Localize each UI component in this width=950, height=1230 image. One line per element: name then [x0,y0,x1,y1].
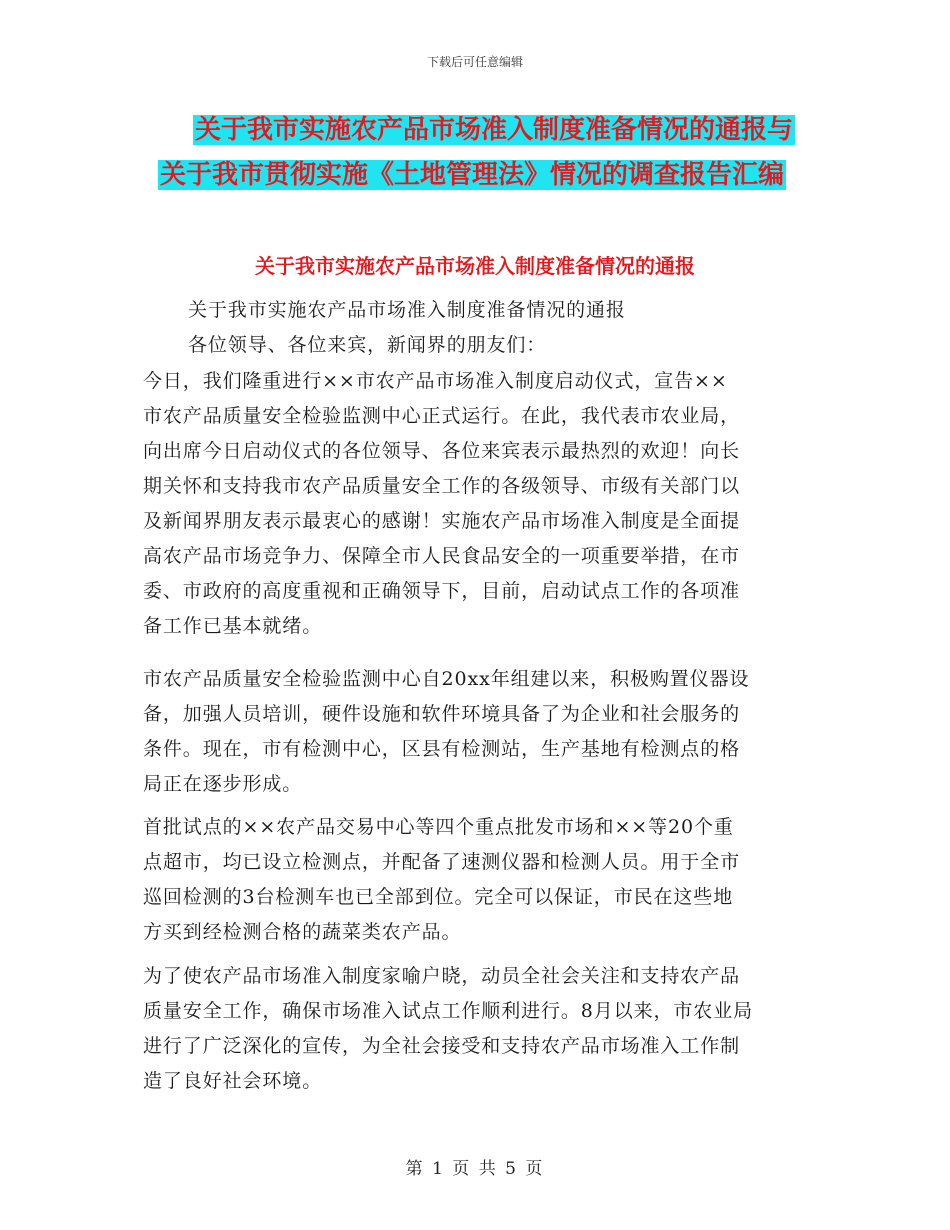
page-number-footer: 第 1 页 共 5 页 [405,1159,545,1179]
paragraph-line: 市农产品质量安全检验监测中心正式运行。在此，我代表市农业局， [143,405,741,427]
paragraph-line: 质量安全工作，确保市场准入试点工作顺利进行。8月以来，市农业局 [143,1000,753,1022]
paragraph-line: 进行了广泛深化的宣传，为全社会接受和支持农产品市场准入工作制 [143,1035,741,1057]
paragraph-1 [143,364,813,644]
paragraph-line: 市农产品质量安全检验监测中心自20xx年组建以来，积极购置仪器设 [143,668,750,690]
paragraph-line: 条件。现在，市有检测中心，区县有检测站，生产基地有检测点的格 [143,738,741,760]
paragraph-line: 及新闻界朋友表示最衷心的感谢！实施农产品市场准入制度是全面提 [143,510,741,532]
section-title: 关于我市实施农产品市场准入制度准备情况的通报 [255,254,695,278]
main-title-text-2: 关于我市贯彻实施《土地管理法》情况的调查报告汇编 [160,160,785,190]
paragraph-line: 巡回检测的3台检测车也已全部到位。完全可以保证，市民在这些地 [143,886,734,908]
paragraph-line: 造了良好社会环境。 [143,1070,323,1092]
paragraph-4 [143,959,813,1099]
main-title-text-1: 关于我市实施农产品市场准入制度准备情况的通报与 [195,115,794,145]
header-note: 下载后可任意编辑 [426,55,523,69]
paragraph-3 [143,810,813,950]
paragraph-line: 备，加强人员培训，硬件设施和软件环境具备了为企业和社会服务的 [143,703,741,725]
greeting: 各位领导、各位来宾，新闻界的朋友们： [188,334,547,356]
paragraph-line: 方买到经检测合格的蔬菜类农产品。 [143,921,462,943]
paragraph-line: 点超市，均已设立检测点，并配备了速测仪器和检测人员。用于全市 [143,851,741,873]
paragraph-line: 委、市政府的高度重视和正确领导下，目前，启动试点工作的各项准 [143,580,741,602]
paragraph-line: 为了使农产品市场准入制度家喻户晓，动员全社会关注和支持农产品 [143,965,741,987]
paragraph-line: 期关怀和支持我市农产品质量安全工作的各级领导、市级有关部门以 [143,475,741,497]
intro-title: 关于我市实施农产品市场准入制度准备情况的通报 [188,299,626,321]
paragraph-line: 高农产品市场竞争力、保障全市人民食品安全的一项重要举措，在市 [143,545,741,567]
paragraph-line: 首批试点的××农产品交易中心等四个重点批发市场和××等20个重 [143,816,734,838]
paragraph-2 [143,662,813,802]
paragraph-line: 局正在逐步形成。 [143,773,303,795]
paragraph-line: 向出席今日启动仪式的各位领导、各位来宾表示最热烈的欢迎！向长 [143,440,741,462]
paragraph-line: 今日，我们隆重进行××市农产品市场准入制度启动仪式，宣告×× [143,370,728,392]
paragraph-line: 备工作已基本就绪。 [143,615,323,637]
